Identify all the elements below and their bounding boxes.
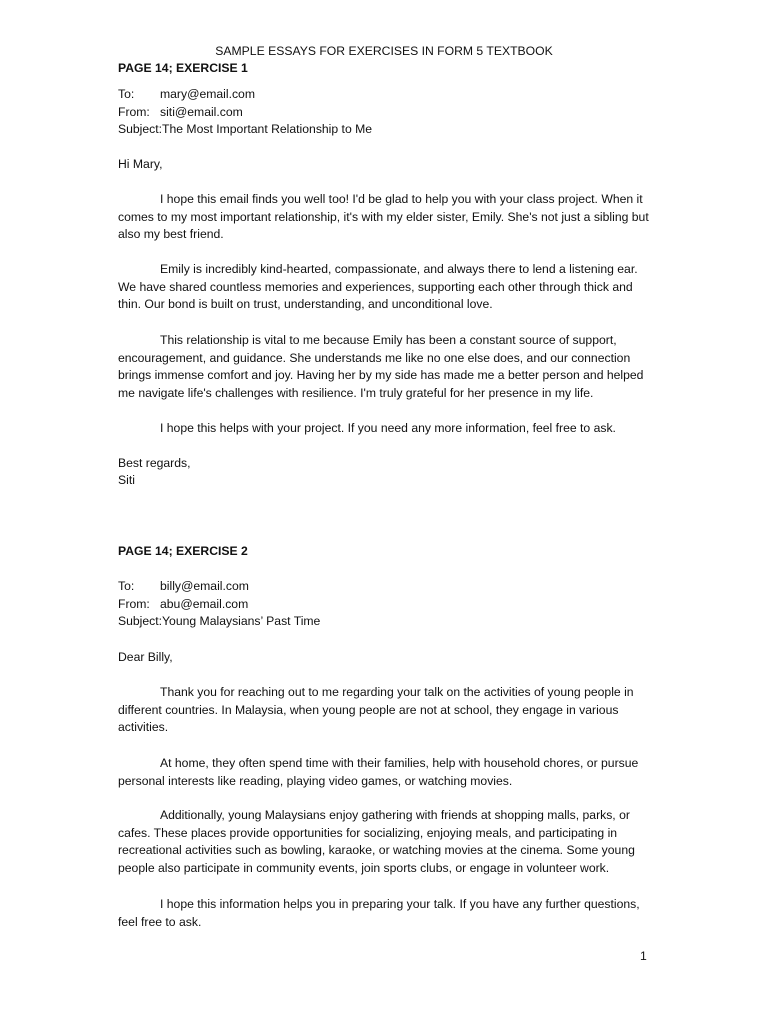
exercise-1-paragraph: I hope this email finds you well too! I'd be glad to help you with your class project. When it comes to my most important relationship, it's with my elder sister, Emily. She's not just a sibling but also my best friend. bbox=[118, 192, 649, 241]
exercise-2-paragraph: At home, they often spend time with their families, help with household chores, or pursue personal interests like reading, playing video games, or watching movies. bbox=[118, 756, 639, 788]
from-line bbox=[118, 596, 658, 614]
to-label: To: bbox=[118, 87, 135, 101]
exercise-2-paragraph: Additionally, young Malaysians enjoy gathering with friends at shopping malls, parks, or cafes. These places provide opportunities for socializing, enjoying meals, and participating in recreational activities such as bowling, karaoke, or watching movies at the cinema. Some young people also participate in community events, join sports clubs, or engage in volunteer work. bbox=[118, 808, 635, 875]
to-address: billy@email.com bbox=[160, 579, 249, 593]
from-line bbox=[118, 104, 658, 122]
exercise-1-signature: Siti bbox=[118, 473, 135, 487]
from-address: siti@email.com bbox=[160, 104, 243, 119]
exercise-1-paragraph: This relationship is vital to me because Emily has been a constant source of support, encouragement, and guidance. She understands me like no one else does, and our connection brings immense comfort and joy. Having her by my side has made me a better person and helped me navigate life's challenges with resilience. I'm truly grateful for her presence in my life. bbox=[118, 333, 644, 400]
exercise-2-paragraph: Thank you for reaching out to me regarding your talk on the activities of young people in different countries. In Malaysia, when young people are not at school, they engage in various activities. bbox=[118, 685, 634, 734]
exercise-1-closing: Best regards, bbox=[118, 456, 191, 470]
exercise-1-paragraph: Emily is incredibly kind-hearted, compassionate, and always there to lend a listening ear. We have shared countless memories and experiences, supporting each other through thick and thin. Our bond is built on trust, understanding, and unconditional love. bbox=[118, 262, 638, 311]
exercise-1-paragraph: I hope this helps with your project. If you need any more information, feel free to ask. bbox=[160, 421, 616, 435]
page-number: 1 bbox=[640, 949, 647, 963]
exercise-2-greeting: Dear Billy, bbox=[118, 650, 173, 664]
to-address: mary@email.com bbox=[160, 87, 255, 101]
subject-line bbox=[118, 121, 658, 139]
to-label: To: bbox=[118, 579, 135, 593]
exercise-1-heading: PAGE 14; EXERCISE 1 bbox=[118, 61, 248, 75]
to-line bbox=[118, 86, 658, 104]
subject-label: Subject: bbox=[118, 614, 163, 628]
from-label: From: bbox=[118, 596, 150, 611]
exercise-2-email-header bbox=[118, 578, 658, 631]
exercise-1-email-header bbox=[118, 86, 658, 139]
exercise-2-paragraph: I hope this information helps you in preparing your talk. If you have any further questions, feel free to ask. bbox=[118, 897, 640, 929]
exercise-2-heading: PAGE 14; EXERCISE 2 bbox=[118, 544, 248, 558]
exercise-1-greeting: Hi Mary, bbox=[118, 157, 163, 171]
subject-line bbox=[118, 613, 658, 631]
to-line bbox=[118, 578, 658, 596]
from-label: From: bbox=[118, 104, 150, 119]
subject-text: The Most Important Relationship to Me bbox=[162, 122, 373, 136]
from-address: abu@email.com bbox=[160, 596, 249, 611]
subject-label: Subject: bbox=[118, 122, 163, 136]
subject-text: Young Malaysians’ Past Time bbox=[162, 614, 321, 628]
document-title: SAMPLE ESSAYS FOR EXERCISES IN FORM 5 TEXTBOOK bbox=[215, 44, 553, 58]
